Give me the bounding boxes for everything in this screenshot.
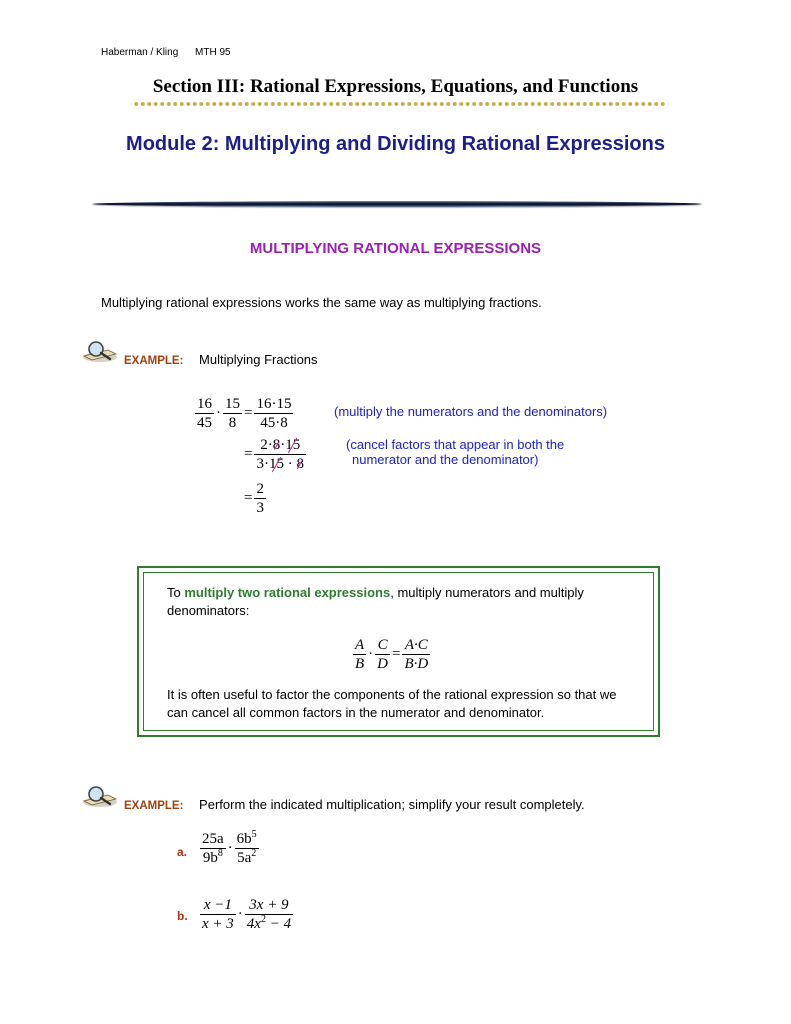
fraction-15-8 <box>223 395 242 432</box>
fraction-cancelled <box>254 436 306 473</box>
numerator: 3x + 9 <box>249 897 289 913</box>
exponent: 8 <box>217 848 223 859</box>
factor: · <box>280 437 286 453</box>
variable: D <box>377 656 389 672</box>
equals-sign: = <box>392 646 401 662</box>
denominator: 8 <box>228 415 237 431</box>
variable: B <box>355 656 365 672</box>
cancelled-factor: 8 <box>296 456 304 472</box>
fraction-product <box>254 395 293 432</box>
denominator: 5a <box>237 850 252 866</box>
note-cancel <box>346 437 564 467</box>
example-2-heading <box>124 797 585 812</box>
cancelled-factor: 15 <box>285 437 301 453</box>
intro-paragraph: Multiplying rational expressions works the same way as multiplying fractions. <box>101 295 542 310</box>
numerator: 6b <box>236 831 252 847</box>
fraction-step-3 <box>242 480 266 517</box>
numerator: 2 <box>256 481 264 497</box>
cancelled-factor: 15 <box>268 456 284 472</box>
module-title: Module 2: Multiplying and Dividing Rational Expressions <box>126 133 665 155</box>
factor: · <box>283 456 297 472</box>
dot-operator: · <box>227 840 233 856</box>
cancelled-factor: 8 <box>272 437 281 453</box>
note-cancel-line-1: (cancel factors that appear in both the <box>346 437 565 452</box>
divider-rule <box>92 201 702 207</box>
note-multiply: (multiply the numerators and the denominators) <box>334 404 608 419</box>
fraction-16-45 <box>195 395 214 432</box>
section-title: Section III: Rational Expressions, Equations, and Functions <box>152 76 639 97</box>
factor: 3· <box>256 456 269 472</box>
example-label: EXAMPLE: <box>124 355 184 367</box>
note-cancel-line-2: numerator and the denominator) <box>352 452 539 467</box>
magnifier-icon <box>80 340 120 369</box>
factor: 2· <box>260 437 273 453</box>
rule-text: To <box>167 585 185 600</box>
equals-sign: = <box>244 405 253 421</box>
exponent: 5 <box>251 829 257 840</box>
document-header <box>101 47 231 58</box>
fraction-a-b <box>353 636 366 673</box>
numerator: x −1 <box>203 897 232 913</box>
example-title: Multiplying Fractions <box>199 352 318 367</box>
numerator: 16·15 <box>256 396 292 412</box>
dot-operator: · <box>216 405 221 421</box>
rule-tip: It is often useful to factor the components of the rational expression so that we can cancel all common factors in the numerator and denominator. <box>167 687 617 720</box>
course-code: MTH 95 <box>195 47 231 58</box>
rule-highlight: multiply two rational expressions <box>184 585 391 600</box>
example-1-heading <box>124 352 318 367</box>
equals-sign: = <box>244 490 253 506</box>
numerator: 25a <box>202 831 224 847</box>
numerator: 16 <box>197 396 212 412</box>
magnifier-icon <box>80 785 120 814</box>
denominator: 45·8 <box>260 415 288 431</box>
variable: A·C <box>404 637 428 653</box>
fraction-step-1 <box>195 395 293 432</box>
fraction-a-2 <box>235 830 259 867</box>
denominator: 45 <box>197 415 212 431</box>
fraction-step-2 <box>242 436 306 473</box>
variable: A <box>355 637 365 653</box>
problem-a-expression <box>200 830 259 867</box>
rule-text: , multiply numerators and multiply denominators: <box>167 585 584 618</box>
problem-b-expression <box>200 896 293 933</box>
author-names: Haberman / Kling <box>101 47 179 58</box>
example-title: Perform the indicated multiplication; simplify your result completely. <box>199 797 585 812</box>
fraction-b-2 <box>245 896 293 933</box>
variable: B·D <box>404 656 429 672</box>
rule-statement <box>167 584 637 620</box>
numerator: 15 <box>225 396 240 412</box>
subheading: MULTIPLYING RATIONAL EXPRESSIONS <box>249 240 542 257</box>
dot-operator: · <box>368 646 374 662</box>
denominator: 9b <box>202 850 218 866</box>
equals-sign: = <box>244 446 253 462</box>
denominator: 4x <box>246 916 261 932</box>
exponent: 2 <box>251 848 257 859</box>
fraction-ac-bd <box>402 636 430 673</box>
denominator: x + 3 <box>202 916 234 932</box>
decorative-diamond-border <box>133 100 666 108</box>
rule-formula <box>353 636 430 673</box>
fraction-b-1 <box>200 896 236 933</box>
variable: C <box>377 637 388 653</box>
example-label: EXAMPLE: <box>124 800 184 812</box>
denominator: 3 <box>256 500 264 516</box>
part-b-label: b. <box>177 909 188 923</box>
denominator: − 4 <box>265 916 292 932</box>
dot-operator: · <box>237 906 243 922</box>
fraction-result <box>254 480 266 517</box>
fraction-c-d <box>375 636 390 673</box>
exponent: 2 <box>260 914 266 925</box>
fraction-a-1 <box>200 830 226 867</box>
part-a-label: a. <box>177 845 188 859</box>
